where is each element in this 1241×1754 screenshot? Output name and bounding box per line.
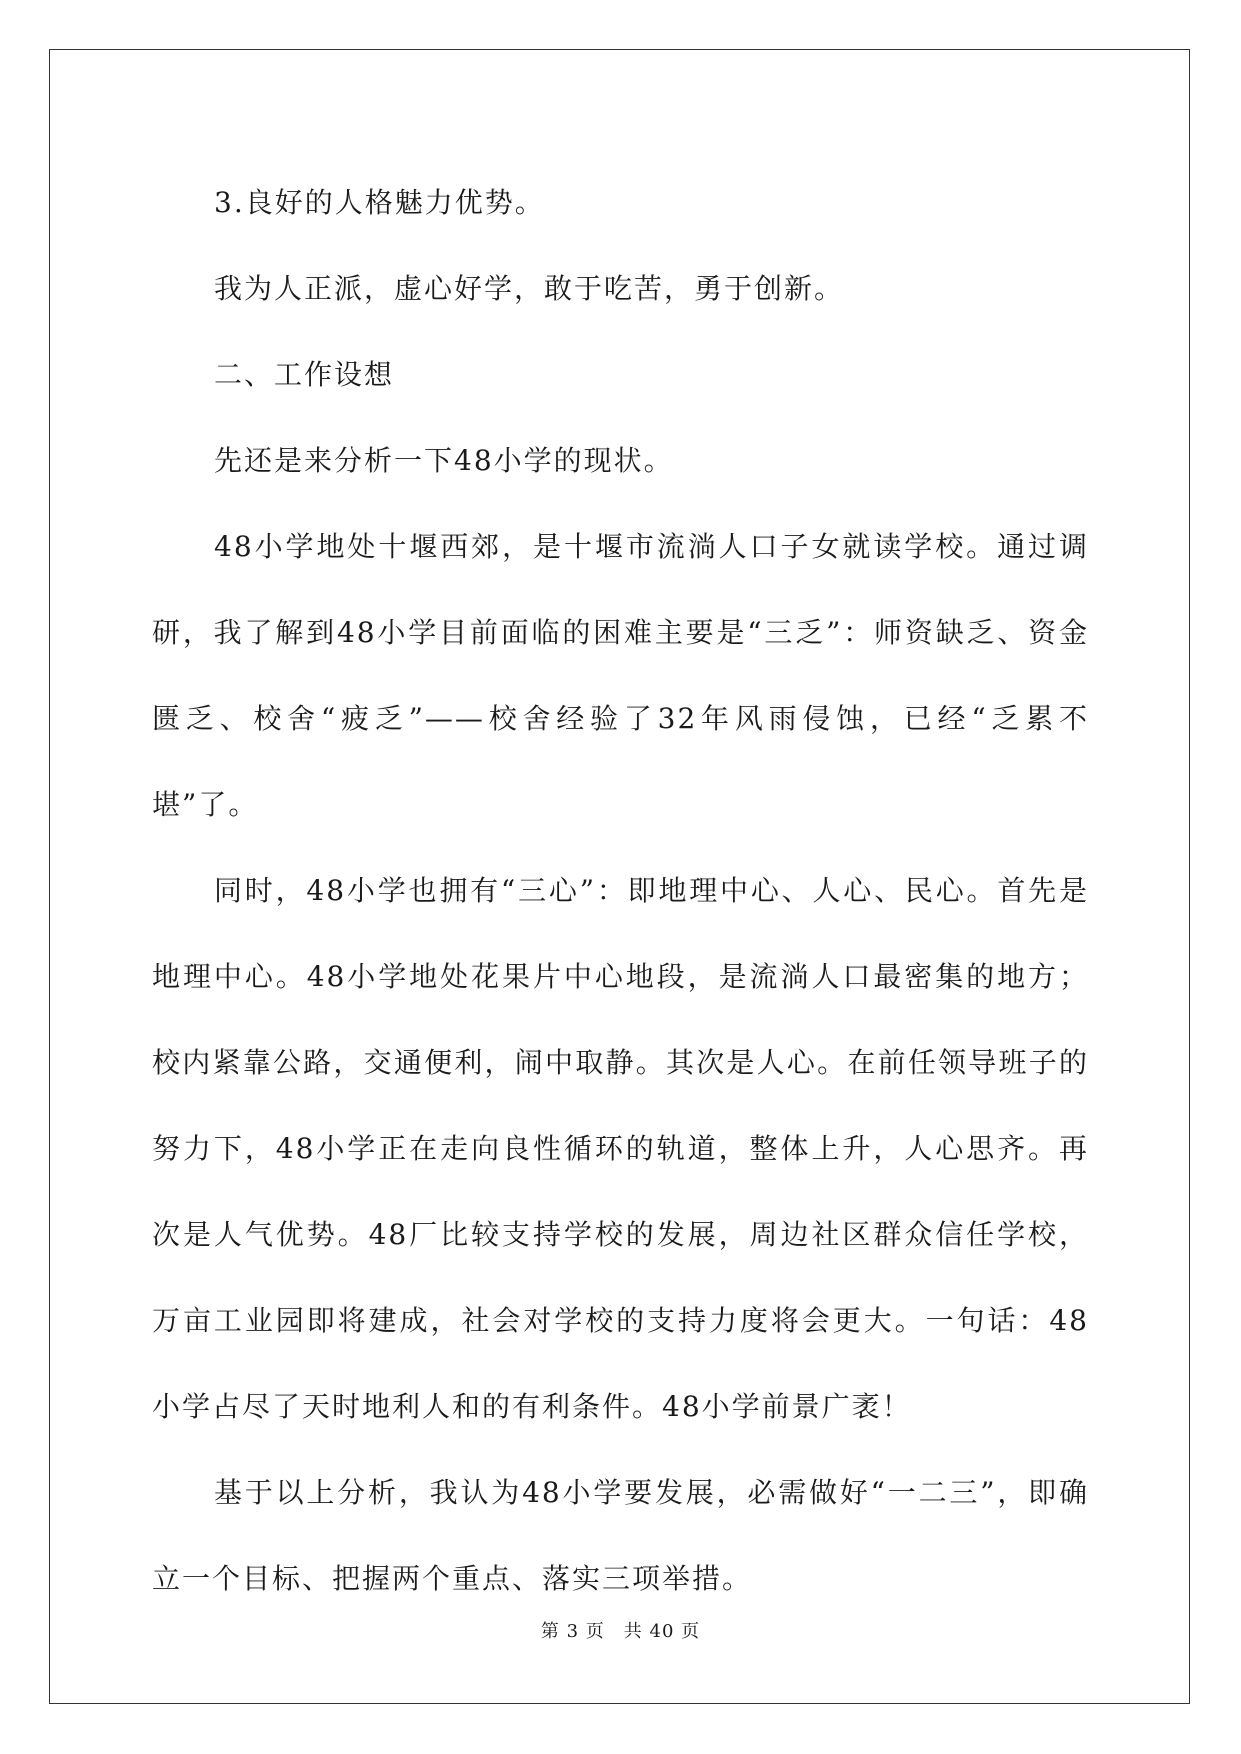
paragraph: 基于以上分析，我认为48小学要发展，必需做好“一二三”，即确立一个目标、把握两个重点、落实三项举措。	[152, 1476, 1089, 1595]
paragraph: 同时，48小学也拥有“三心”：即地理中心、人心、民心。首先是地理中心。48小学地处花果片中心地段，是流淌人口最密集的地方；校内紧靠公路，交通便利，闹中取静。其次是人心。在前任领导班子的努力下，48小学正在走向良性循环的轨道，整体上升，人心思齐。再次是人气优势。48厂比较支持学校的发展，周边社区群众信任学校，万亩工业园即将建成，社会对学校的支持力度将会更大。一句话：48小学占尽了天时地利人和的有利条件。48小学前景广袤！	[152, 874, 1089, 1423]
page-footer	[0, 1617, 1241, 1643]
paragraph: 48小学地处十堰西郊，是十堰市流淌人口子女就读学校。通过调研，我了解到48小学目前面临的困难主要是“三乏”：师资缺乏、资金匮乏、校舍“疲乏”——校舍经验了32年风雨侵蚀，已经“乏累不堪”了。	[152, 530, 1089, 821]
document-body	[152, 160, 1089, 1622]
paragraph-heading-3: 3.良好的人格魅力优势。	[214, 186, 545, 219]
paragraph: 我为人正派，虚心好学，敢于吃苦，勇于创新。	[214, 272, 845, 305]
page-number: 第 3 页 共 40 页	[540, 1621, 701, 1642]
paragraph: 先还是来分析一下48小学的现状。	[214, 444, 674, 477]
section-heading-work-plan: 二、工作设想	[214, 358, 395, 391]
